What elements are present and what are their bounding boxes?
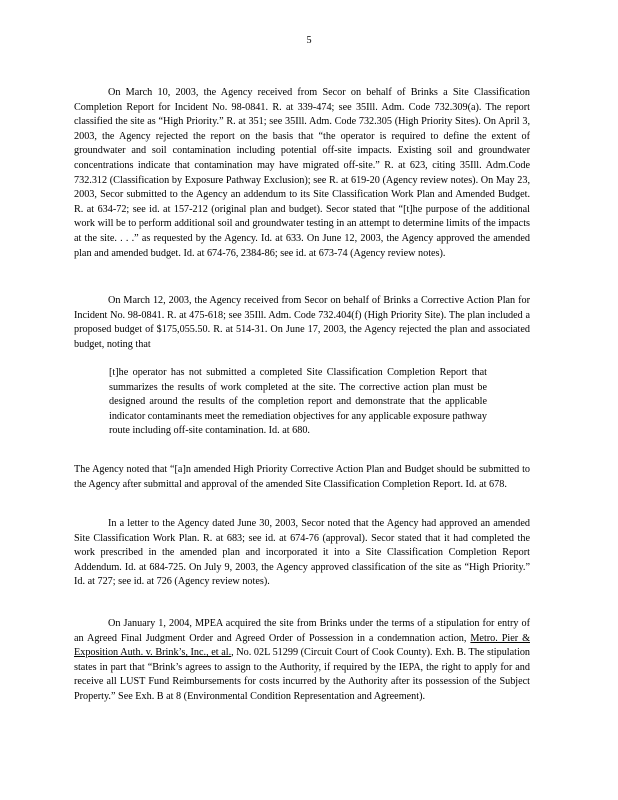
paragraph-corrective-action-plan: On March 12, 2003, the Agency received from Secor on behalf of Brinks a Corrective Action Plan for Incident No. 98-0841. R. at 475-618; see 35Ill. Adm. Code 732.404(f) (High Priority Site). The plan included a proposed budget of $175,055.50. R. at 514-31. On June 17, 2003, the Agency rejected the plan and associated budget, noting that	[74, 295, 530, 350]
mpea-text-after-case: , No. 02L 51299 (Circuit Court of Cook County). Exh. B. The stipulation states in part that “Brink’s agrees to assign to the Authority, if required by the IEPA, the right to apply for and receive all LUST Fund Reimbursements for costs incurred by the Authority after its possession of the Subject Property.” See Exh. B at 8 (Environmental Condition Representation and Agreement).	[74, 647, 531, 702]
paragraph-secor-letter: In a letter to the Agency dated June 30, 2003, Secor noted that the Agency had approved an amended Site Classification Work Plan. R. at 683; see id. at 674-76 (approval). Secor stated that it had completed the work prescribed in the amended plan and incorporated it into a Site Classification Completion Report Addendum. Id. at 684-725. On July 9, 2003, the Agency approved classification of the site as “High Priority.” Id. at 727; see id. at 726 (Agency review notes).	[74, 518, 530, 588]
paragraph-site-classification-completion-report: On March 10, 2003, the Agency received from Secor on behalf of Brinks a Site Classification Completion Report for Incident No. 98-0841. R. at 339-474; see 35Ill. Adm. Code 732.309(a). The report classified the site as “High Priority.” R. at 351; see 35Ill. Adm. Code 732.305 (High Priority Sites). On April 3, 2003, the Agency rejected the report on the basis that “the operator is required to define the extent of groundwater and soil contamination including potential off-site impacts. Existing soil and groundwater concentrations indicate that contamination may have migrated off-site.” R. at 623, citing 35Ill. Adm.Code 732.312 (Classification by Exposure Pathway Exclusion); see R. at 619-20 (Agency review notes). On May 23, 2003, Secor submitted to the Agency an addendum to its Site Classification Work Plan and Amended Budget. R. at 634-72; see id. at 157-212 (original plan and budget). Secor stated that “[t]he purpose of the additional work will be to perform additional soil and groundwater testing in an attempt to determine limits of the impacts at the site. . . .” as requested by the Agency. Id. at 633. On June 12, 2003, the Agency approved the amended plan and amended budget. Id. at 674-76, 2384-86; see id. at 673-74 (Agency review notes).	[74, 87, 530, 259]
block-quote-agency-rejection: [t]he operator has not submitted a completed Site Classification Completion Report that summarizes the results of work completed at the site. The corrective action plan must be designed around the results of the completion report and demonstrate that the applicable indicator contaminants meet the remediation objectives for any applicable exposure pathway route including off-site contamination. Id. at 680.	[109, 367, 487, 437]
case-citation: Metro. Pier & Exposition Auth. v. Brink’s, Inc., et al.	[74, 632, 530, 659]
mpea-text-before-case: On January 1, 2004, MPEA acquired the site from Brinks under the terms of a stipulation for entry of an Agreed Final Judgment Order and Agreed Order of Possession in a condemnation action,	[74, 618, 530, 644]
paragraph-agency-noted: The Agency noted that “[a]n amended High Priority Corrective Action Plan and Budget should be submitted to the Agency after submittal and approval of the amended Site Classification Completion Report. Id. at 678.	[74, 464, 530, 490]
paragraph-mpea-acquisition	[74, 617, 530, 705]
page-number: 5	[306, 35, 312, 46]
